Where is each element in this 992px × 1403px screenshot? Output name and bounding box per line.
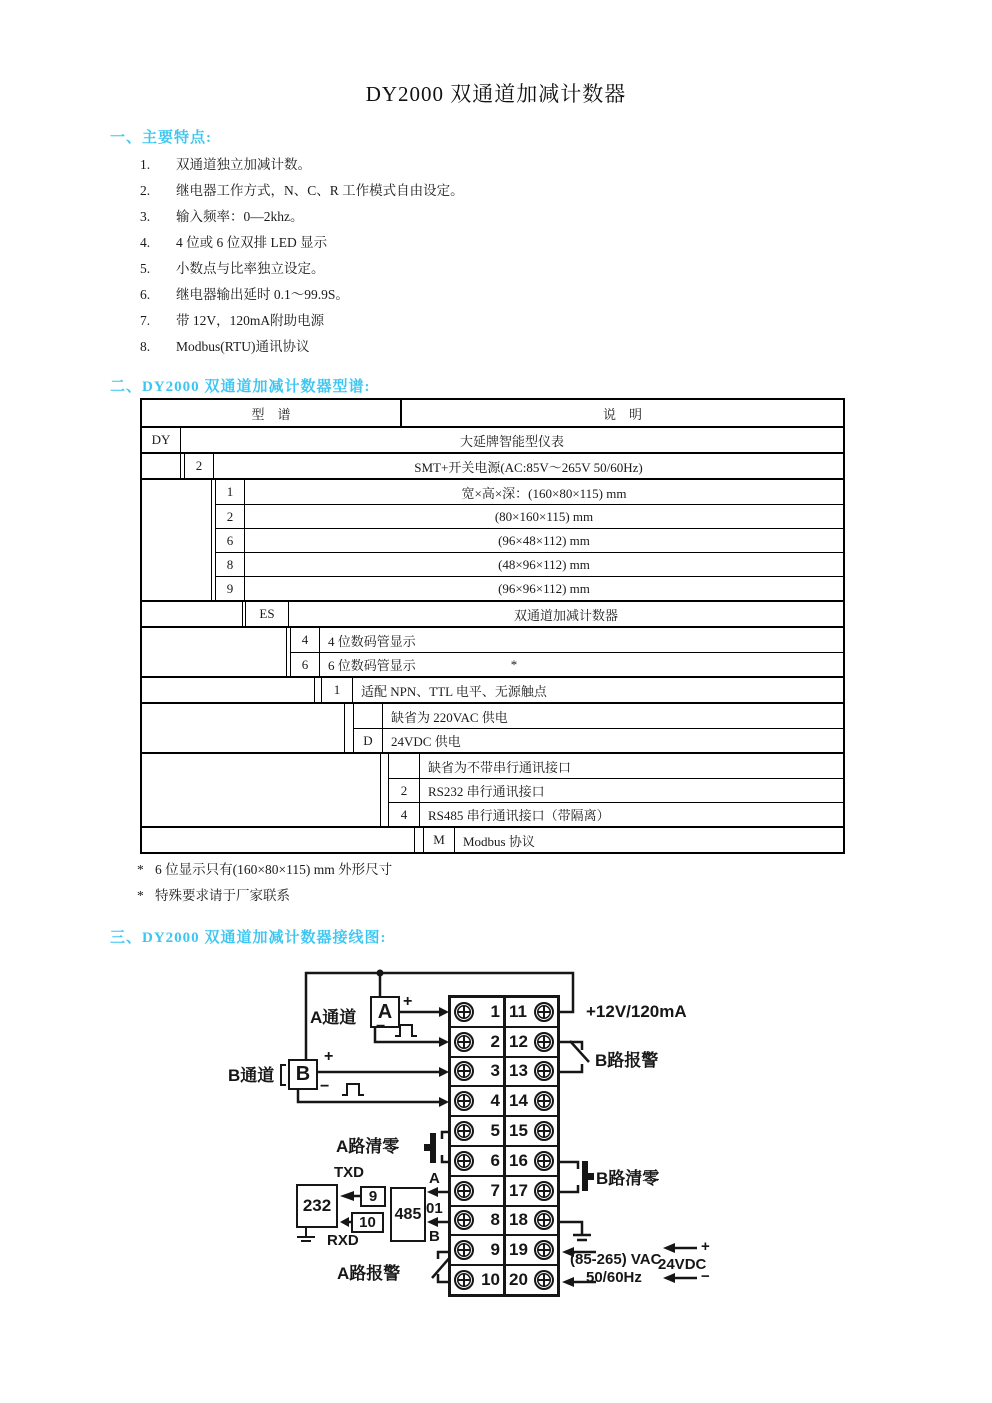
- model-code-cell: 6: [216, 529, 245, 552]
- model-desc-cell: (48×96×112) mm: [498, 556, 590, 572]
- terminal-col-left: [451, 998, 506, 1294]
- push-button-icon: [588, 1173, 594, 1180]
- section-prefix: 三、: [110, 930, 143, 946]
- channel-a-minus: −: [376, 1018, 386, 1035]
- terminal-number: 16: [509, 1150, 528, 1170]
- blank-cell: [142, 678, 315, 702]
- switch-contact-icon: [570, 1041, 589, 1062]
- feature-number: 7.: [140, 313, 151, 328]
- section-prefix: 二、: [110, 379, 143, 395]
- section-rest: 双通道加减计数器接线图:: [199, 930, 387, 946]
- model-code-cell: 2: [389, 779, 420, 802]
- model-desc-cell: (96×48×112) mm: [498, 532, 590, 548]
- terminal-row: [451, 1087, 503, 1117]
- clear-b-stub-wires: [560, 1162, 578, 1192]
- screw-icon: [454, 1240, 474, 1260]
- arrowhead-icon: [427, 1187, 438, 1197]
- feature-text: 4 位或 6 位双排 LED 显示: [176, 235, 328, 250]
- arrowhead-icon: [427, 1217, 438, 1227]
- brand-name: DY2000: [142, 379, 200, 395]
- feature-text: 继电器工作方式，N、C、R 工作模式自由设定。: [176, 183, 464, 198]
- model-code-cell: [389, 754, 420, 778]
- table-group: [142, 428, 843, 454]
- footnote-mark: *: [137, 862, 144, 877]
- pin9-box: 9: [360, 1186, 386, 1207]
- model-code-cell: [354, 704, 383, 728]
- blank-cell: [142, 480, 212, 600]
- channel-b-label: B通道: [228, 1066, 275, 1085]
- arrowhead-icon: [340, 1191, 354, 1201]
- terminal-number: 20: [509, 1270, 528, 1290]
- terminal-number: 7: [490, 1180, 500, 1200]
- feature-item: [140, 179, 464, 199]
- rs485-box: 485: [390, 1187, 426, 1242]
- terminal-number: 9: [490, 1240, 500, 1260]
- terminal-row: [506, 1058, 557, 1088]
- feature-text: 带 12V，120mA附助电源: [176, 313, 325, 328]
- model-code-cell: DY: [142, 428, 181, 452]
- section2-heading: [110, 375, 370, 396]
- channel-b-plus: +: [324, 1048, 334, 1065]
- feature-text: 小数点与比率独立设定。: [176, 261, 325, 276]
- terminal-row: [451, 1117, 503, 1147]
- table-group: [142, 454, 843, 480]
- terminal-number: 15: [509, 1121, 528, 1141]
- brand-name: DY2000: [142, 930, 200, 946]
- channel-a-plus: +: [403, 993, 413, 1010]
- header-model-column: 型 谱: [142, 400, 402, 426]
- model-desc-cell: 双通道加减计数器: [513, 607, 618, 623]
- terminal-number: 14: [509, 1091, 528, 1111]
- vdc-plus-label: +: [701, 1238, 710, 1255]
- spacer-cell: [381, 754, 389, 826]
- section1-heading: 一、主要特点:: [110, 130, 212, 146]
- footnote-mark: *: [137, 888, 144, 903]
- model-code-cell: D: [354, 729, 383, 752]
- feature-item: [140, 335, 309, 355]
- push-button-icon: [424, 1144, 430, 1151]
- model-code-cell: 9: [216, 577, 245, 600]
- terminal-row: [451, 1236, 503, 1266]
- desc-text: 6 位数码管显示: [328, 658, 416, 673]
- feature-number: 5.: [140, 261, 151, 276]
- terminal-number: 4: [490, 1091, 500, 1111]
- model-desc-cell: 缺省为不带串行通讯接口: [428, 759, 572, 775]
- terminal-number: 5: [490, 1121, 500, 1141]
- model-code-cell: 6: [291, 653, 320, 676]
- table-group: [142, 704, 843, 754]
- spacer-cell: [315, 678, 322, 702]
- model-desc-cell: Modbus 协议: [463, 833, 535, 849]
- table-group: [142, 480, 843, 602]
- terminal-number: 10: [481, 1270, 500, 1290]
- screw-icon: [534, 1210, 554, 1230]
- feature-item: [140, 309, 324, 329]
- terminal-row: [506, 1236, 557, 1266]
- table-group: [142, 828, 843, 852]
- ground-icon: [297, 1228, 315, 1241]
- rs232-box: 232: [296, 1184, 338, 1228]
- footnote: [137, 884, 290, 904]
- terminal-number: 17: [509, 1180, 528, 1200]
- terminal-number: 6: [490, 1150, 500, 1170]
- screw-icon: [534, 1181, 554, 1201]
- blank-cell: [142, 754, 381, 826]
- rs485-port-a-label: A: [429, 1170, 440, 1187]
- model-code-cell: ES: [246, 602, 289, 626]
- arrowhead-icon: [663, 1273, 675, 1283]
- screw-icon: [454, 1151, 474, 1171]
- vdc-label: 24VDC: [658, 1256, 707, 1273]
- feature-text: Modbus(RTU)通讯协议: [176, 339, 310, 354]
- blank-cell: [142, 602, 243, 626]
- terminal-row: [451, 998, 503, 1028]
- terminal-number: 8: [490, 1210, 500, 1230]
- model-desc-cell: RS232 串行通讯接口: [428, 784, 545, 799]
- screw-icon: [534, 1121, 554, 1141]
- feature-number: 6.: [140, 287, 151, 302]
- push-button-icon: [430, 1133, 436, 1163]
- sensor-a-box: A: [370, 996, 400, 1028]
- spacer-cell: [345, 704, 354, 752]
- feature-item: [140, 257, 325, 277]
- feature-item: [140, 205, 304, 225]
- desc-text: 4 位数码管显示: [328, 633, 416, 649]
- model-desc-cell: 宽×高×深：(160×80×115) mm: [461, 485, 627, 501]
- terminal-col-right: [506, 998, 557, 1294]
- model-desc-cell: 大延牌智能型仪表: [459, 433, 564, 449]
- footnote: [137, 858, 392, 878]
- terminal-row: [451, 1207, 503, 1237]
- alarm-b-label: B路报警: [595, 1051, 659, 1070]
- vac-label: (85-265) VAC: [570, 1251, 662, 1268]
- table-group: [142, 628, 843, 678]
- hz-label: 50/60Hz: [586, 1269, 642, 1286]
- terminal-row: [506, 1147, 557, 1177]
- feature-text: 继电器输出延时 0.1～99.9S。: [176, 287, 349, 302]
- model-code-cell: 4: [389, 803, 420, 826]
- model-code-cell: 2: [216, 505, 245, 528]
- vdc-minus-label: −: [701, 1268, 710, 1285]
- screw-icon: [454, 1121, 474, 1141]
- terminal-row: [506, 1087, 557, 1117]
- rs485-port-b-label: B: [429, 1228, 440, 1245]
- footnote-star: *: [510, 656, 518, 672]
- feature-text: 双通道独立加减计数。: [176, 157, 311, 172]
- screw-icon: [534, 1032, 554, 1052]
- feature-number: 4.: [140, 235, 151, 250]
- feature-item: [140, 153, 311, 173]
- section-rest: 双通道加减计数器型谱:: [199, 379, 371, 395]
- screw-icon: [454, 1061, 474, 1081]
- screw-icon: [534, 1091, 554, 1111]
- table-group: [142, 754, 843, 828]
- terminal-number: 12: [509, 1031, 528, 1051]
- terminal-row: [506, 1028, 557, 1058]
- screw-icon: [454, 1181, 474, 1201]
- clear-a-label: A路清零: [336, 1137, 400, 1156]
- terminal-number: 1: [490, 1001, 500, 1021]
- blank-cell: [142, 628, 287, 676]
- feature-number: 2.: [140, 183, 151, 198]
- channel-a-label: A通道: [310, 1008, 357, 1027]
- model-code-cell: 1: [322, 678, 353, 702]
- connector-bracket-icon: [281, 1065, 286, 1085]
- alarm-a-label: A路报警: [337, 1264, 401, 1283]
- arrowhead-icon: [340, 1217, 349, 1227]
- screw-icon: [534, 1240, 554, 1260]
- ground-icon: [560, 1222, 591, 1240]
- table-group: [142, 602, 843, 628]
- header-description-column: 说 明: [602, 406, 642, 422]
- terminal-row: [506, 1266, 557, 1294]
- model-spectrum-table: [140, 398, 845, 854]
- aux-power-label: +12V/120mA: [586, 1002, 687, 1021]
- model-desc-cell: (96×96×112) mm: [498, 580, 590, 596]
- model-code-cell: 8: [216, 553, 245, 576]
- terminal-number: 11: [509, 1001, 527, 1021]
- rxd-label: RXD: [327, 1232, 359, 1249]
- screw-icon: [534, 1151, 554, 1171]
- screw-icon: [454, 1002, 474, 1022]
- channel-b-minus: −: [320, 1078, 330, 1095]
- model-desc-cell: [320, 628, 843, 652]
- terminal-row: [506, 1117, 557, 1147]
- pin10-box: 10: [351, 1212, 384, 1233]
- terminal-number: 13: [509, 1061, 528, 1081]
- screw-icon: [454, 1210, 474, 1230]
- table-group: [142, 678, 843, 704]
- terminal-row: [451, 1058, 503, 1088]
- model-desc-cell: 24VDC 供电: [391, 734, 461, 749]
- arrowhead-icon: [663, 1243, 675, 1253]
- terminal-row: [451, 1177, 503, 1207]
- feature-number: 1.: [140, 157, 151, 172]
- spacer-cell: [415, 828, 424, 852]
- push-button-icon: [582, 1161, 588, 1191]
- section3-heading: [110, 926, 386, 947]
- screw-icon: [534, 1061, 554, 1081]
- terminal-row: [451, 1028, 503, 1058]
- table-header-row: [142, 400, 843, 428]
- blank-cell: [142, 828, 415, 852]
- arrowhead-icon: [562, 1277, 574, 1287]
- terminal-row: [451, 1266, 503, 1294]
- model-code-cell: 2: [185, 454, 214, 478]
- model-desc-cell: 适配 NPN、TTL 电平、无源触点: [361, 683, 547, 699]
- feature-text: 输入频率：0—2khz。: [176, 209, 304, 224]
- screw-icon: [534, 1002, 554, 1022]
- terminal-number: 2: [490, 1031, 500, 1051]
- footnote-text: 特殊要求请于厂家联系: [155, 888, 290, 903]
- feature-item: [140, 283, 349, 303]
- screw-icon: [534, 1270, 554, 1290]
- screw-icon: [454, 1091, 474, 1111]
- terminal-number: 18: [509, 1210, 528, 1230]
- alarm-b-stub-wires: [560, 1042, 582, 1072]
- model-desc-cell: (80×160×115) mm: [494, 508, 594, 524]
- model-desc-cell: 缺省为 220VAC 供电: [391, 709, 508, 725]
- terminal-row: [506, 1207, 557, 1237]
- blank-cell: [142, 704, 345, 752]
- feature-number: 8.: [140, 339, 151, 354]
- screw-icon: [454, 1032, 474, 1052]
- txd-label: TXD: [334, 1164, 364, 1181]
- feature-number: 3.: [140, 209, 151, 224]
- terminal-number: 19: [509, 1240, 528, 1260]
- blank-cell: [142, 454, 181, 478]
- feature-item: [140, 231, 327, 251]
- model-code-cell: 4: [291, 628, 320, 652]
- terminal-row: [506, 998, 557, 1028]
- terminal-row: [451, 1147, 503, 1177]
- terminal-number: 3: [490, 1061, 500, 1081]
- page-title: DY2000 双通道加减计数器: [365, 82, 627, 106]
- terminal-block: [448, 995, 560, 1297]
- model-desc-cell: [320, 653, 843, 676]
- junction-dot: [377, 970, 384, 977]
- clear-b-label: B路清零: [596, 1169, 660, 1188]
- model-code-cell: 1: [216, 480, 245, 504]
- model-code-cell: M: [424, 828, 455, 852]
- model-desc-cell: SMT+开关电源(AC:85V～265V 50/60Hz): [414, 459, 643, 475]
- rs485-address-label: 01: [426, 1200, 443, 1217]
- footnote-text: 6 位显示只有(160×80×115) mm 外形尺寸: [155, 862, 393, 877]
- pulse-waveform-icon: [342, 1084, 364, 1095]
- terminal-row: [506, 1177, 557, 1207]
- sensor-b-box: B: [288, 1059, 318, 1090]
- model-desc-cell: RS485 串行通讯接口（带隔离）: [428, 808, 610, 823]
- screw-icon: [454, 1270, 474, 1290]
